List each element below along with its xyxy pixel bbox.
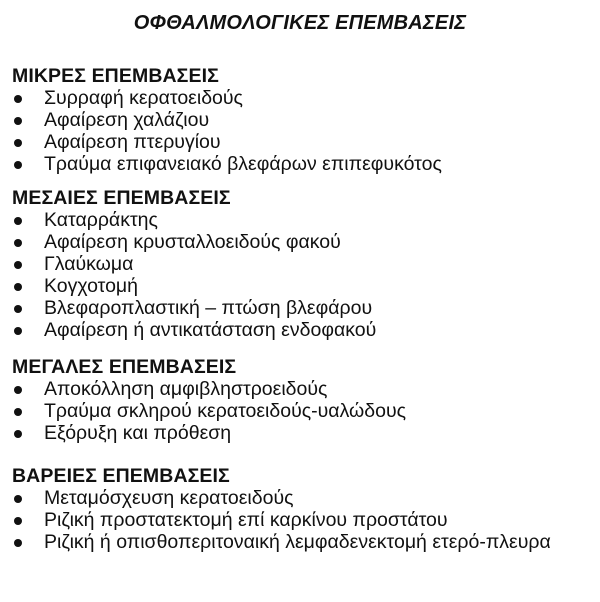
bullet-icon (14, 305, 22, 313)
procedure-list (12, 209, 597, 341)
list-item (12, 109, 597, 131)
list-item (12, 153, 597, 175)
list-item (12, 253, 597, 275)
bullet-icon (14, 139, 22, 147)
section-heading: ΜΕΓΑΛΕΣ ΕΠΕΜΒΑΣΕΙΣ (12, 356, 237, 378)
bullet-icon (14, 217, 22, 225)
list-item (12, 400, 597, 422)
page-title: ΟΦΘΑΛΜΟΛΟΓΙΚΕΣ ΕΠΕΜΒΑΣΕΙΣ (133, 12, 467, 34)
item-text: Ριζική προστατεκτομή επί καρκίνου προστάτου (44, 509, 448, 531)
item-text: Ριζική ή οπισθοπεριτοναική λεμφαδενεκτομή ετερό-πλευρα (44, 531, 551, 553)
section-heading: ΒΑΡΕΙΕΣ ΕΠΕΜΒΑΣΕΙΣ (12, 465, 230, 487)
list-item (12, 487, 597, 509)
bullet-icon (14, 261, 22, 269)
bullet-icon (14, 283, 22, 291)
bullet-icon (14, 386, 22, 394)
item-text: Αφαίρεση πτερυγίου (44, 131, 221, 153)
item-text: Γλαύκωμα (44, 253, 134, 275)
list-item (12, 275, 597, 297)
item-text: Καταρράκτης (44, 209, 158, 231)
item-text: Συρραφή κερατοειδούς (44, 87, 243, 109)
list-item (12, 231, 597, 253)
bullet-icon (14, 495, 22, 503)
list-item (12, 319, 597, 341)
section-major-procedures (12, 356, 597, 444)
list-item (12, 209, 597, 231)
list-item (12, 422, 597, 444)
procedure-list (12, 487, 597, 553)
item-text: Κογχοτομή (44, 275, 138, 297)
bullet-icon (14, 239, 22, 247)
list-item (12, 531, 584, 553)
item-text: Τραύμα επιφανειακό βλεφάρων επιπεφυκότος (44, 153, 442, 175)
list-item (12, 131, 597, 153)
section-heading: ΜΕΣΑΙΕΣ ΕΠΕΜΒΑΣΕΙΣ (12, 187, 231, 209)
bullet-icon (14, 430, 22, 438)
bullet-icon (14, 408, 22, 416)
section-heading: ΜΙΚΡΕΣ ΕΠΕΜΒΑΣΕΙΣ (12, 65, 219, 87)
section-medium-procedures (12, 187, 597, 341)
item-text: Αφαίρεση κρυσταλλοειδούς φακού (44, 231, 341, 253)
section-minor-procedures (12, 65, 597, 175)
item-text: Τραύμα σκληρού κερατοειδούς-υαλώδους (44, 400, 407, 422)
item-text: Βλεφαροπλαστική – πτώση βλεφάρου (44, 297, 373, 319)
list-item (12, 297, 597, 319)
list-item (12, 378, 597, 400)
item-text: Εξόρυξη και πρόθεση (44, 422, 232, 444)
list-item (12, 509, 597, 531)
procedure-list (12, 378, 597, 444)
item-text: Μεταμόσχευση κερατοειδούς (44, 487, 294, 509)
item-text: Αφαίρεση χαλάζιου (44, 109, 210, 131)
list-item (12, 87, 597, 109)
bullet-icon (14, 95, 22, 103)
procedure-list (12, 87, 597, 175)
bullet-icon (14, 161, 22, 169)
bullet-icon (14, 539, 22, 547)
item-text: Αφαίρεση ή αντικατάσταση ενδοφακού (44, 319, 377, 341)
bullet-icon (14, 117, 22, 125)
section-severe-procedures (12, 465, 597, 553)
bullet-icon (14, 327, 22, 335)
bullet-icon (14, 517, 22, 525)
item-text: Αποκόλληση αμφιβληστροειδούς (44, 378, 328, 400)
